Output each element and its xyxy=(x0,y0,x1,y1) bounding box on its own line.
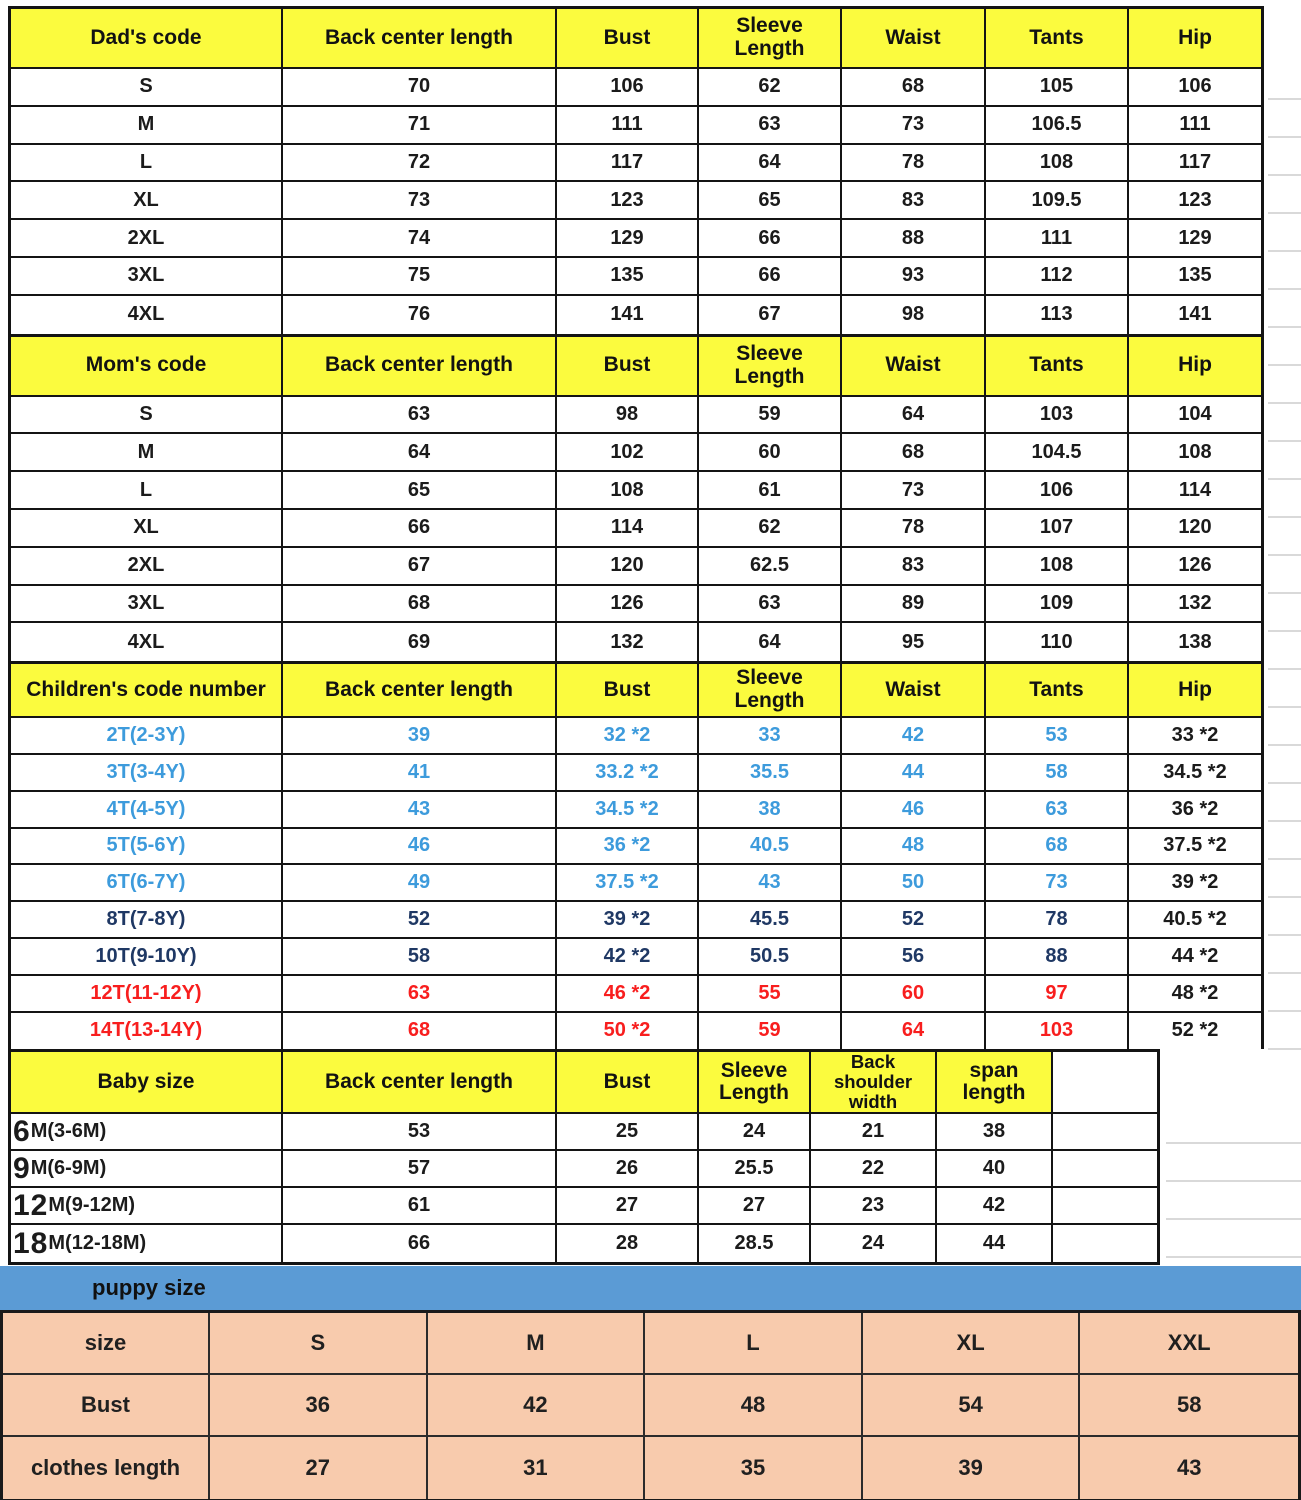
table-cell: 67 xyxy=(699,296,842,334)
puppy-cell: XXL xyxy=(1080,1313,1298,1375)
table-cell: 63 xyxy=(283,397,557,435)
column-header: Tants xyxy=(986,337,1129,397)
column-header: Back center length xyxy=(283,1052,557,1114)
table-cell: 43 xyxy=(283,792,557,829)
column-header: Baby size xyxy=(11,1052,283,1114)
row-label-big: 6 xyxy=(13,1114,31,1148)
table-cell: 56 xyxy=(842,939,986,976)
mom-size-table xyxy=(8,334,1264,662)
table-cell: 98 xyxy=(557,397,699,435)
table-cell: 68 xyxy=(986,829,1129,866)
table-cell: 62 xyxy=(699,510,842,548)
table-cell: 73 xyxy=(986,865,1129,902)
table-cell: 35.5 xyxy=(699,755,842,792)
column-header: Mom's code xyxy=(11,337,283,397)
column-header: Waist xyxy=(842,664,986,718)
table-cell: 89 xyxy=(842,586,986,624)
column-header: Sleeve Length xyxy=(699,1052,811,1114)
row-label-rest: M(3-6M) xyxy=(30,1120,107,1143)
children-size-table xyxy=(8,661,1264,1049)
table-cell: 42 *2 xyxy=(557,939,699,976)
puppy-size-title: puppy size xyxy=(92,1275,206,1300)
table-cell: 83 xyxy=(842,548,986,586)
row-label: 3T(3-4Y) xyxy=(11,755,283,792)
table-cell: 39 xyxy=(283,718,557,755)
row-label: 2T(2-3Y) xyxy=(11,718,283,755)
table-cell: 110 xyxy=(986,623,1129,661)
baby-size-table xyxy=(8,1049,1160,1265)
table-cell: 25.5 xyxy=(699,1151,811,1188)
table-cell: 78 xyxy=(986,902,1129,939)
table-cell: 42 xyxy=(842,718,986,755)
table-cell: 68 xyxy=(283,586,557,624)
row-label: 3XL xyxy=(11,586,283,624)
table-cell: 113 xyxy=(986,296,1129,334)
table-cell: 141 xyxy=(557,296,699,334)
table-cell: 50.5 xyxy=(699,939,842,976)
row-label: M xyxy=(11,434,283,472)
table-cell: 66 xyxy=(699,258,842,296)
table-cell: 120 xyxy=(557,548,699,586)
table-cell: 73 xyxy=(283,182,557,220)
column-header: Children's code number xyxy=(11,664,283,718)
column-header: Back center length xyxy=(283,664,557,718)
table-cell: 42 xyxy=(937,1188,1053,1225)
table-cell: 98 xyxy=(842,296,986,334)
column-header: Sleeve Length xyxy=(699,9,842,69)
table-cell: 33 *2 xyxy=(1129,718,1261,755)
table-cell: 38 xyxy=(937,1114,1053,1151)
table-cell: 70 xyxy=(283,69,557,107)
puppy-cell: 36 xyxy=(210,1375,428,1437)
table-cell: 34.5 *2 xyxy=(1129,755,1261,792)
puppy-size-header-bar xyxy=(0,1266,1301,1310)
puppy-cell: 35 xyxy=(645,1437,863,1499)
puppy-cell: 48 xyxy=(645,1375,863,1437)
table-cell: 50 *2 xyxy=(557,1013,699,1050)
table-cell: 95 xyxy=(842,623,986,661)
table-cell: 114 xyxy=(1129,472,1261,510)
table-cell: 66 xyxy=(283,1225,557,1262)
table-cell: 32 *2 xyxy=(557,718,699,755)
table-cell: 23 xyxy=(811,1188,937,1225)
table-cell: 75 xyxy=(283,258,557,296)
row-label-rest: M(9-12M) xyxy=(48,1194,136,1217)
table-cell: 53 xyxy=(283,1114,557,1151)
table-cell: 27 xyxy=(699,1188,811,1225)
table-cell: 24 xyxy=(811,1225,937,1262)
table-cell: 38 xyxy=(699,792,842,829)
row-label: 3XL xyxy=(11,258,283,296)
row-label xyxy=(11,1151,283,1188)
spreadsheet-gridlines-baby xyxy=(1166,1106,1301,1264)
table-cell: 135 xyxy=(557,258,699,296)
column-header: span length xyxy=(937,1052,1053,1114)
puppy-cell: 58 xyxy=(1080,1375,1298,1437)
table-cell: 36 *2 xyxy=(1129,792,1261,829)
table-cell: 76 xyxy=(283,296,557,334)
column-header: Hip xyxy=(1129,9,1261,69)
table-cell: 78 xyxy=(842,510,986,548)
table-cell xyxy=(1053,1225,1157,1262)
table-cell: 63 xyxy=(283,976,557,1013)
puppy-cell: 27 xyxy=(210,1437,428,1499)
table-cell: 126 xyxy=(1129,548,1261,586)
row-label xyxy=(11,1188,283,1225)
table-cell: 109.5 xyxy=(986,182,1129,220)
table-cell: 44 xyxy=(937,1225,1053,1262)
table-cell: 102 xyxy=(557,434,699,472)
spreadsheet-gridlines-right xyxy=(1268,62,1301,1062)
row-label: 2XL xyxy=(11,220,283,258)
table-cell: 43 xyxy=(699,865,842,902)
table-cell: 60 xyxy=(842,976,986,1013)
table-cell: 114 xyxy=(557,510,699,548)
table-cell: 108 xyxy=(986,145,1129,183)
table-cell: 73 xyxy=(842,107,986,145)
table-cell: 73 xyxy=(842,472,986,510)
table-cell: 59 xyxy=(699,1013,842,1050)
table-cell: 88 xyxy=(842,220,986,258)
row-label: 5T(5-6Y) xyxy=(11,829,283,866)
table-cell: 58 xyxy=(283,939,557,976)
table-cell: 126 xyxy=(557,586,699,624)
table-cell: 28 xyxy=(557,1225,699,1262)
row-label xyxy=(11,1114,283,1151)
row-label: 2XL xyxy=(11,548,283,586)
table-cell: 104 xyxy=(1129,397,1261,435)
row-label: S xyxy=(11,397,283,435)
table-cell: 50 xyxy=(842,865,986,902)
table-cell: 66 xyxy=(699,220,842,258)
table-cell: 120 xyxy=(1129,510,1261,548)
table-cell: 61 xyxy=(699,472,842,510)
puppy-cell: M xyxy=(428,1313,646,1375)
table-cell: 46 xyxy=(283,829,557,866)
row-label: 8T(7-8Y) xyxy=(11,902,283,939)
puppy-cell: 31 xyxy=(428,1437,646,1499)
table-cell: 107 xyxy=(986,510,1129,548)
row-label: 4T(4-5Y) xyxy=(11,792,283,829)
table-cell: 64 xyxy=(842,397,986,435)
column-header: Tants xyxy=(986,9,1129,69)
table-cell: 21 xyxy=(811,1114,937,1151)
table-cell: 45.5 xyxy=(699,902,842,939)
table-cell: 123 xyxy=(1129,182,1261,220)
column-header: Bust xyxy=(557,1052,699,1114)
table-cell: 129 xyxy=(557,220,699,258)
row-label-big: 18 xyxy=(13,1226,49,1260)
table-cell xyxy=(1053,1151,1157,1188)
table-cell: 141 xyxy=(1129,296,1261,334)
row-label: M xyxy=(11,107,283,145)
column-header: Back center length xyxy=(283,9,557,69)
row-label-big: 9 xyxy=(13,1151,31,1185)
row-label: 6T(6-7Y) xyxy=(11,865,283,902)
puppy-cell: L xyxy=(645,1313,863,1375)
table-cell: 22 xyxy=(811,1151,937,1188)
table-cell: 108 xyxy=(557,472,699,510)
table-cell: 129 xyxy=(1129,220,1261,258)
column-header: Bust xyxy=(557,337,699,397)
table-cell: 33.2 *2 xyxy=(557,755,699,792)
table-cell: 103 xyxy=(986,1013,1129,1050)
puppy-cell: 54 xyxy=(863,1375,1081,1437)
table-cell: 52 *2 xyxy=(1129,1013,1261,1050)
row-label: S xyxy=(11,69,283,107)
puppy-row-label: clothes length xyxy=(3,1437,210,1499)
table-cell: 132 xyxy=(1129,586,1261,624)
table-cell: 63 xyxy=(699,107,842,145)
table-cell: 83 xyxy=(842,182,986,220)
table-cell: 27 xyxy=(557,1188,699,1225)
table-cell: 66 xyxy=(283,510,557,548)
table-cell: 48 *2 xyxy=(1129,976,1261,1013)
row-label xyxy=(11,1225,283,1262)
puppy-cell: 43 xyxy=(1080,1437,1298,1499)
table-cell: 64 xyxy=(283,434,557,472)
table-cell: 135 xyxy=(1129,258,1261,296)
row-label: L xyxy=(11,472,283,510)
column-header xyxy=(1053,1052,1157,1114)
table-cell: 108 xyxy=(1129,434,1261,472)
table-cell: 106 xyxy=(1129,69,1261,107)
column-header: Back center length xyxy=(283,337,557,397)
table-cell: 24 xyxy=(699,1114,811,1151)
table-cell: 71 xyxy=(283,107,557,145)
puppy-size-table xyxy=(0,1310,1301,1500)
table-cell: 41 xyxy=(283,755,557,792)
puppy-row-label: Bust xyxy=(3,1375,210,1437)
row-label: XL xyxy=(11,510,283,548)
puppy-cell: 42 xyxy=(428,1375,646,1437)
table-cell: 69 xyxy=(283,623,557,661)
table-cell: 65 xyxy=(699,182,842,220)
table-cell: 105 xyxy=(986,69,1129,107)
table-cell: 108 xyxy=(986,548,1129,586)
table-cell: 109 xyxy=(986,586,1129,624)
table-cell: 74 xyxy=(283,220,557,258)
table-cell: 106 xyxy=(557,69,699,107)
column-header: Hip xyxy=(1129,337,1261,397)
table-cell: 65 xyxy=(283,472,557,510)
row-label: 4XL xyxy=(11,296,283,334)
table-cell: 64 xyxy=(699,145,842,183)
table-cell: 112 xyxy=(986,258,1129,296)
row-label: 4XL xyxy=(11,623,283,661)
table-cell: 55 xyxy=(699,976,842,1013)
table-cell: 58 xyxy=(986,755,1129,792)
table-cell: 52 xyxy=(283,902,557,939)
dad-size-table xyxy=(8,6,1264,334)
table-cell: 36 *2 xyxy=(557,829,699,866)
table-cell: 138 xyxy=(1129,623,1261,661)
column-header: Dad's code xyxy=(11,9,283,69)
table-cell: 26 xyxy=(557,1151,699,1188)
row-label: 12T(11-12Y) xyxy=(11,976,283,1013)
table-cell xyxy=(1053,1188,1157,1225)
table-cell: 52 xyxy=(842,902,986,939)
row-label-rest: M(6-9M) xyxy=(30,1157,107,1180)
column-header: Bust xyxy=(557,9,699,69)
table-cell: 62.5 xyxy=(699,548,842,586)
table-cell: 111 xyxy=(1129,107,1261,145)
table-cell: 97 xyxy=(986,976,1129,1013)
table-cell: 68 xyxy=(842,434,986,472)
table-cell: 39 *2 xyxy=(557,902,699,939)
table-cell: 63 xyxy=(699,586,842,624)
table-cell xyxy=(1053,1114,1157,1151)
table-cell: 40 xyxy=(937,1151,1053,1188)
table-cell: 93 xyxy=(842,258,986,296)
row-label-rest: M(12-18M) xyxy=(48,1232,147,1255)
table-cell: 46 *2 xyxy=(557,976,699,1013)
puppy-cell: S xyxy=(210,1313,428,1375)
table-cell: 49 xyxy=(283,865,557,902)
table-cell: 28.5 xyxy=(699,1225,811,1262)
table-cell: 46 xyxy=(842,792,986,829)
table-cell: 67 xyxy=(283,548,557,586)
table-cell: 40.5 xyxy=(699,829,842,866)
table-cell: 39 *2 xyxy=(1129,865,1261,902)
column-header: Waist xyxy=(842,9,986,69)
table-cell: 103 xyxy=(986,397,1129,435)
table-cell: 78 xyxy=(842,145,986,183)
table-cell: 60 xyxy=(699,434,842,472)
table-cell: 64 xyxy=(842,1013,986,1050)
table-cell: 111 xyxy=(557,107,699,145)
column-header: Bust xyxy=(557,664,699,718)
table-cell: 88 xyxy=(986,939,1129,976)
puppy-cell: XL xyxy=(863,1313,1081,1375)
table-cell: 106 xyxy=(986,472,1129,510)
table-cell: 111 xyxy=(986,220,1129,258)
table-cell: 53 xyxy=(986,718,1129,755)
table-cell: 62 xyxy=(699,69,842,107)
table-cell: 132 xyxy=(557,623,699,661)
table-cell: 63 xyxy=(986,792,1129,829)
row-label-big: 12 xyxy=(13,1188,49,1222)
row-label: XL xyxy=(11,182,283,220)
table-cell: 25 xyxy=(557,1114,699,1151)
row-label: 14T(13-14Y) xyxy=(11,1013,283,1050)
table-cell: 33 xyxy=(699,718,842,755)
table-cell: 117 xyxy=(557,145,699,183)
table-cell: 117 xyxy=(1129,145,1261,183)
puppy-cell: 39 xyxy=(863,1437,1081,1499)
table-cell: 48 xyxy=(842,829,986,866)
table-cell: 64 xyxy=(699,623,842,661)
row-label: L xyxy=(11,145,283,183)
table-cell: 59 xyxy=(699,397,842,435)
column-header: Sleeve Length xyxy=(699,337,842,397)
row-label: 10T(9-10Y) xyxy=(11,939,283,976)
table-cell: 61 xyxy=(283,1188,557,1225)
table-cell: 68 xyxy=(842,69,986,107)
column-header: Waist xyxy=(842,337,986,397)
column-header: Sleeve Length xyxy=(699,664,842,718)
table-cell: 44 xyxy=(842,755,986,792)
table-cell: 40.5 *2 xyxy=(1129,902,1261,939)
column-header: Back shoulder width xyxy=(811,1052,937,1114)
table-cell: 34.5 *2 xyxy=(557,792,699,829)
table-cell: 68 xyxy=(283,1013,557,1050)
column-header: Tants xyxy=(986,664,1129,718)
table-cell: 44 *2 xyxy=(1129,939,1261,976)
table-cell: 37.5 *2 xyxy=(1129,829,1261,866)
table-cell: 123 xyxy=(557,182,699,220)
table-cell: 106.5 xyxy=(986,107,1129,145)
table-cell: 104.5 xyxy=(986,434,1129,472)
puppy-row-label: size xyxy=(3,1313,210,1375)
table-cell: 57 xyxy=(283,1151,557,1188)
table-cell: 37.5 *2 xyxy=(557,865,699,902)
column-header: Hip xyxy=(1129,664,1261,718)
table-cell: 72 xyxy=(283,145,557,183)
